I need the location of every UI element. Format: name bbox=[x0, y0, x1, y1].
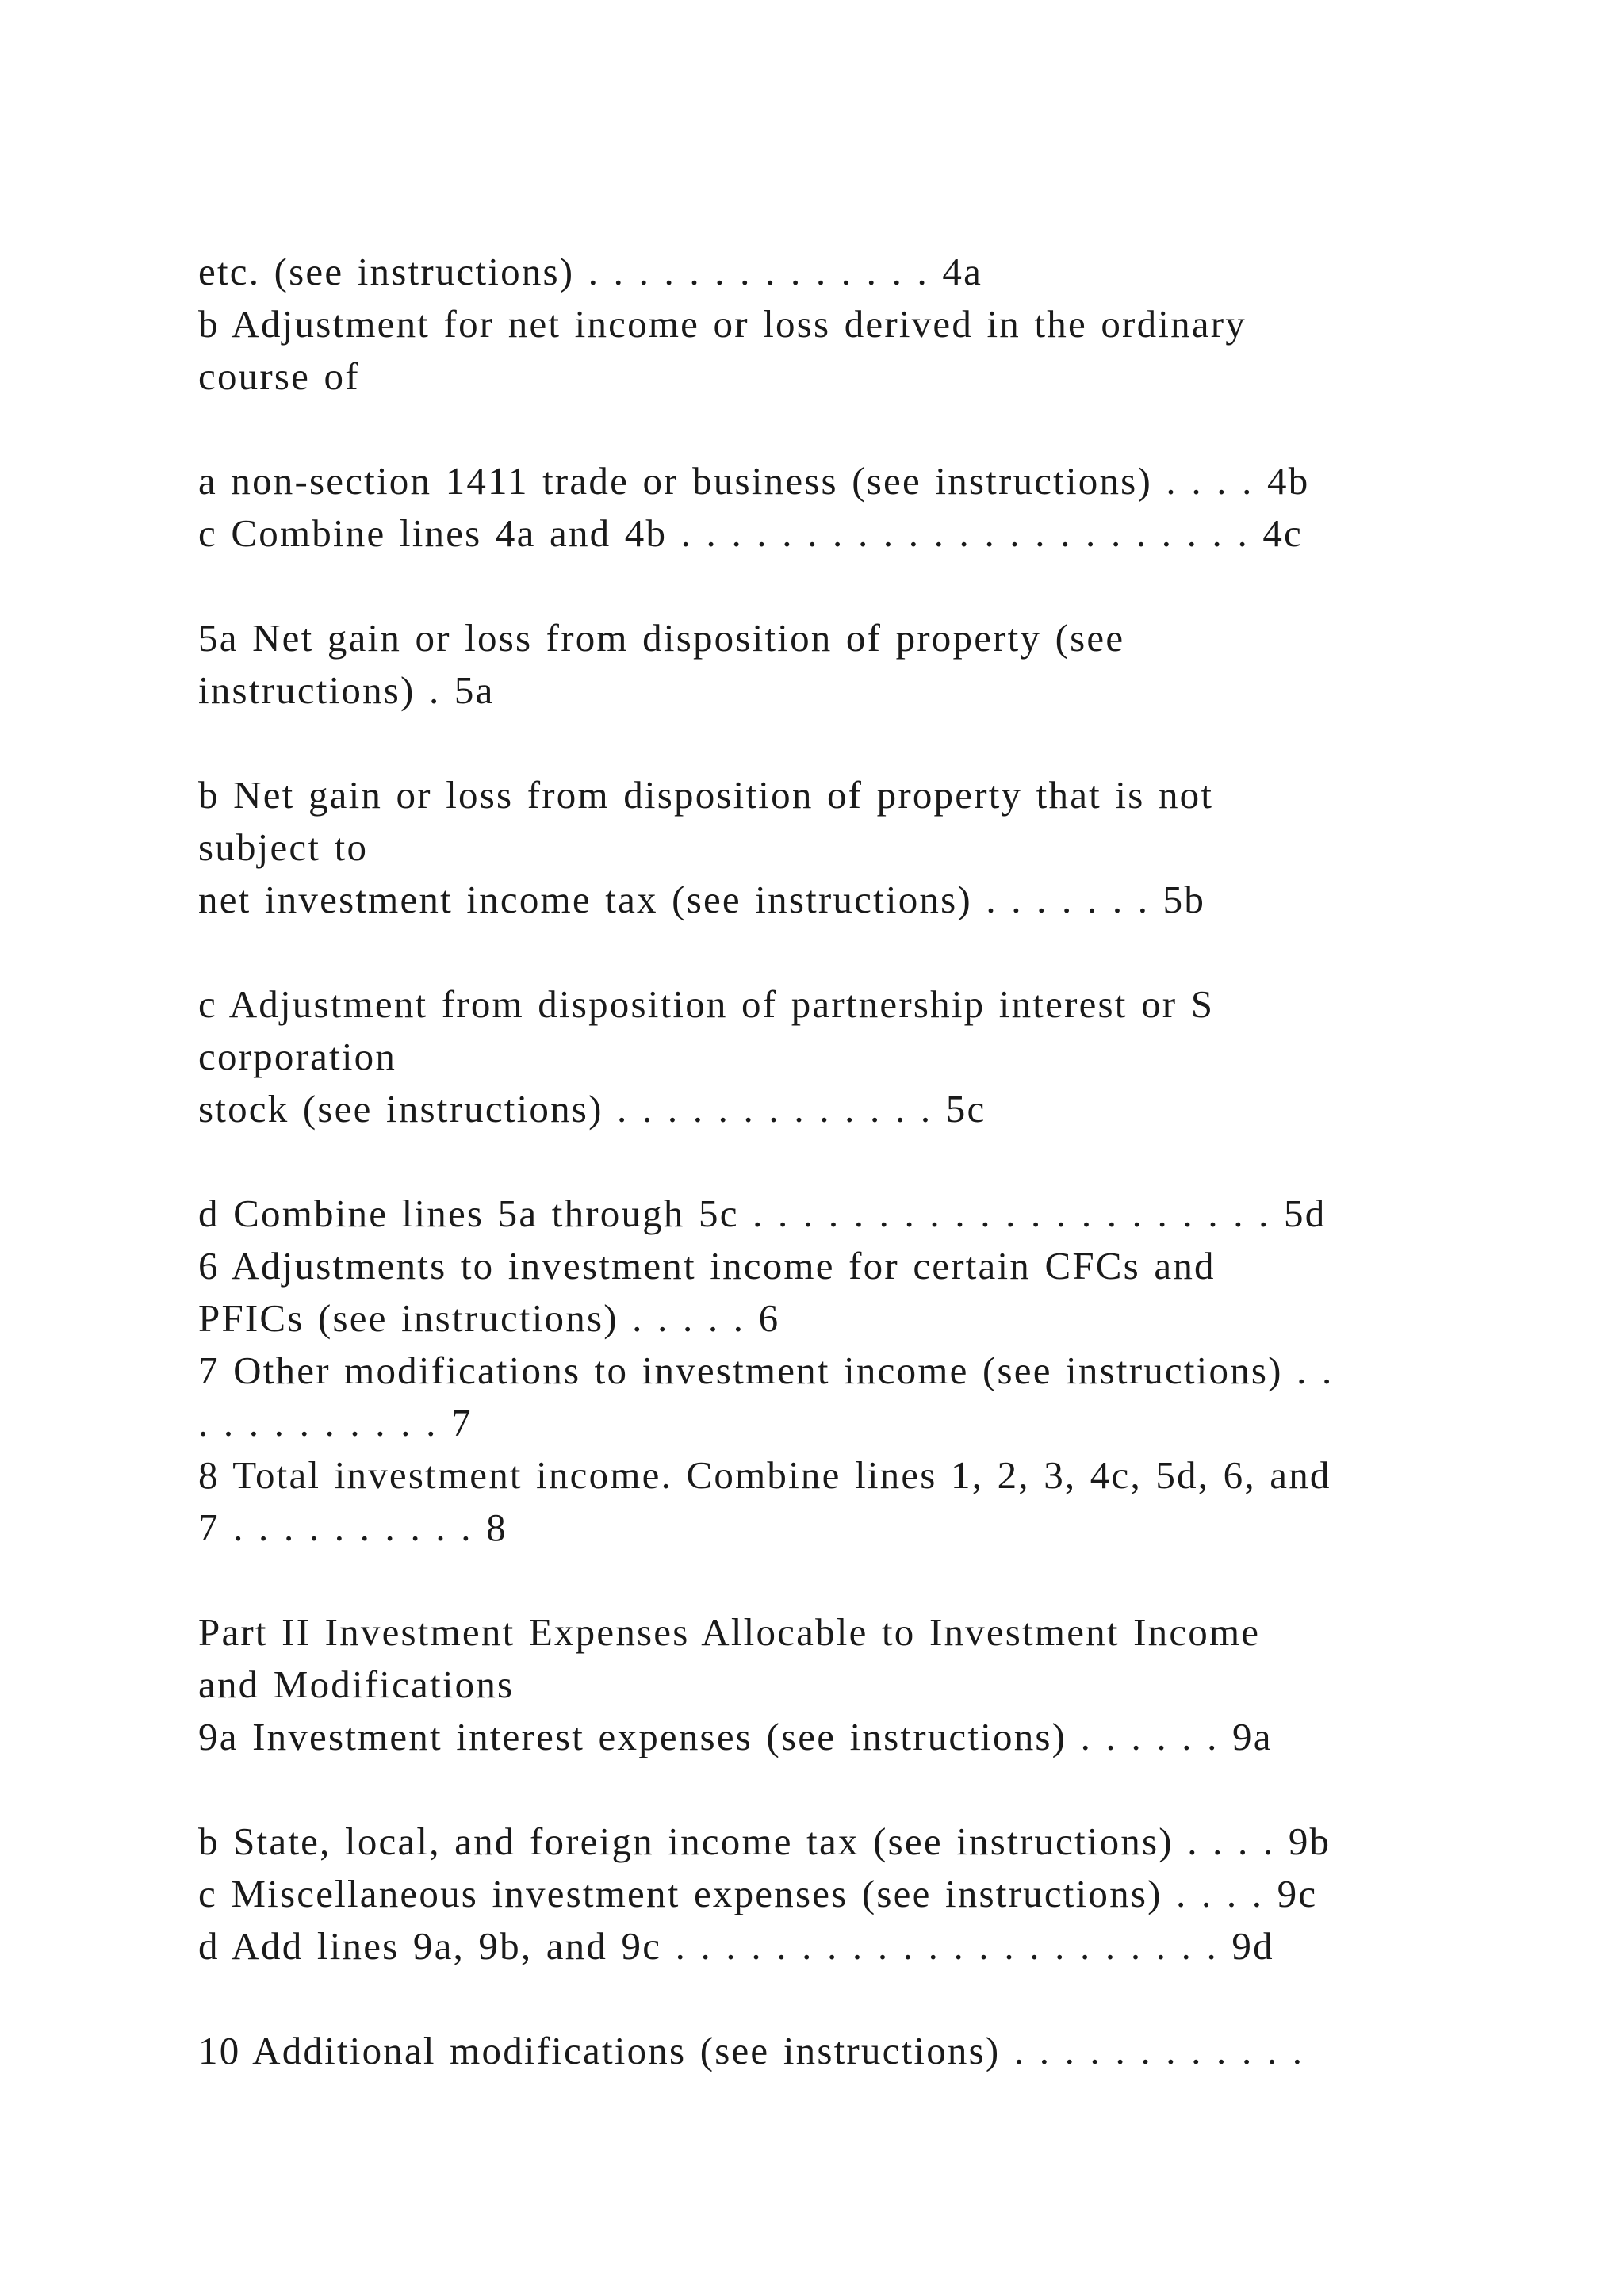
text-line: PFICs (see instructions) . . . . . 6 bbox=[198, 1296, 780, 1340]
text-line: c Miscellaneous investment expenses (see instructions) . . . . 9c bbox=[198, 1872, 1318, 1915]
text-line: d Add lines 9a, 9b, and 9c . . . . . . . . . . . . . . . . . . . . . . 9d bbox=[198, 1924, 1274, 1968]
text-line: a non-section 1411 trade or business (see instructions) . . . . 4b bbox=[198, 459, 1310, 503]
text-line: . . . . . . . . . . 7 bbox=[198, 1401, 473, 1445]
text-line: d Combine lines 5a through 5c . . . . . . . . . . . . . . . . . . . . . 5d bbox=[198, 1192, 1327, 1235]
text-line: 7 Other modifications to investment income (see instructions) . . bbox=[198, 1349, 1334, 1392]
text-line: etc. (see instructions) . . . . . . . . . . . . . . 4a bbox=[198, 250, 983, 293]
document-body bbox=[198, 246, 1435, 2077]
text-line: b Net gain or loss from disposition of property that is not bbox=[198, 773, 1214, 817]
section-heading: and Modifications bbox=[198, 1663, 515, 1706]
text-line: net investment income tax (see instructions) . . . . . . . 5b bbox=[198, 878, 1206, 921]
text-line: stock (see instructions) . . . . . . . . . . . . . 5c bbox=[198, 1087, 986, 1131]
text-line: b State, local, and foreign income tax (see instructions) . . . . 9b bbox=[198, 1820, 1331, 1863]
section-heading: Part II Investment Expenses Allocable to Investment Income bbox=[198, 1610, 1261, 1654]
text-line: c Adjustment from disposition of partnership interest or S bbox=[198, 982, 1215, 1026]
blank-line bbox=[198, 1554, 1435, 1606]
blank-line bbox=[198, 1135, 1435, 1188]
text-line: b Adjustment for net income or loss derived in the ordinary bbox=[198, 302, 1247, 346]
text-line: corporation bbox=[198, 1035, 397, 1078]
text-line: instructions) . 5a bbox=[198, 668, 495, 712]
blank-line bbox=[198, 403, 1435, 455]
text-line: 9a Investment interest expenses (see instructions) . . . . . . 9a bbox=[198, 1715, 1273, 1758]
blank-line bbox=[198, 560, 1435, 612]
blank-line bbox=[198, 717, 1435, 769]
text-line: 10 Additional modifications (see instructions) . . . . . . . . . . . . bbox=[198, 2029, 1304, 2072]
blank-line bbox=[198, 926, 1435, 978]
text-line: 8 Total investment income. Combine lines 1, 2, 3, 4c, 5d, 6, and bbox=[198, 1453, 1331, 1497]
text-line: 6 Adjustments to investment income for certain CFCs and bbox=[198, 1244, 1216, 1288]
text-line: c Combine lines 4a and 4b . . . . . . . . . . . . . . . . . . . . . . . 4c bbox=[198, 511, 1303, 555]
text-line: subject to bbox=[198, 825, 369, 869]
text-line: 7 . . . . . . . . . . 8 bbox=[198, 1506, 508, 1549]
text-line: 5a Net gain or loss from disposition of property (see bbox=[198, 616, 1125, 660]
blank-line bbox=[198, 1973, 1435, 2025]
text-line: course of bbox=[198, 354, 360, 398]
blank-line bbox=[198, 1763, 1435, 1816]
